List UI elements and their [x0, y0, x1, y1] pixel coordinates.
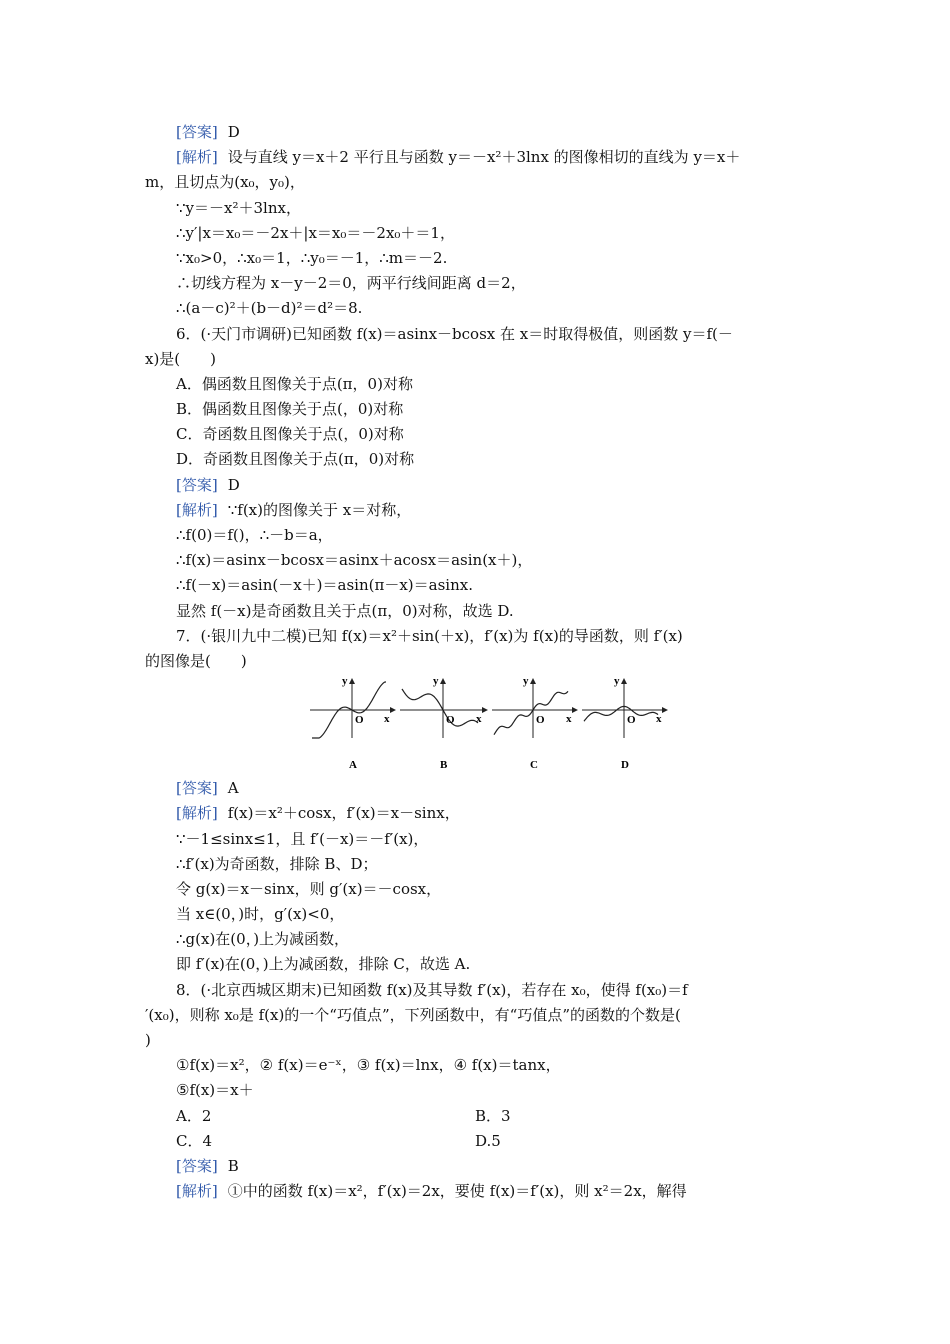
line-text: D．奇函数且图像关于点(π，0)对称 [176, 450, 415, 469]
text-line [145, 397, 810, 422]
y-axis-arrow-icon [621, 678, 627, 684]
graph-option-label: D [621, 759, 629, 772]
x-axis-arrow-icon [390, 707, 396, 713]
line-text: ∴f(x)＝asinx－bcosx＝asinx＋acosx＝asin(x＋)， [176, 551, 533, 570]
section-tag: [答案] [176, 123, 218, 141]
origin-label: O [627, 714, 636, 727]
line-text: ) [145, 1031, 151, 1049]
text-line [145, 599, 810, 624]
line-text: B．偶函数且图像关于点(，0)对称 [176, 400, 404, 419]
text-line [145, 170, 810, 195]
y-axis-arrow-icon [349, 678, 355, 684]
options-row-2 [145, 1129, 810, 1154]
section-tag: [解析] [176, 804, 218, 823]
line-text: 即 f′(x)在(0，)上为减函数，排除 C，故选 A. [176, 955, 471, 974]
line-text: ′(x₀)，则称 x₀是 f(x)的一个“巧值点”，下列函数中，有“巧值点”的函数的个数是( [145, 1005, 681, 1024]
line-text: 的图像是( ) [145, 651, 247, 670]
line-text: D [227, 475, 240, 494]
text-line [145, 422, 810, 447]
line-text: ①f(x)＝x²，② f(x)＝e⁻ˣ，③ f(x)＝lnx，④ f(x)＝tanx， [176, 1056, 561, 1075]
origin-label: O [355, 714, 364, 727]
line-text: 令 g(x)＝x－sinx，则 g′(x)＝－cosx， [176, 879, 442, 898]
text-line [145, 1003, 810, 1028]
graph-curve [494, 691, 568, 734]
text-line [145, 573, 810, 598]
text-line [145, 1053, 810, 1078]
line-text: ∴f′(x)为奇函数，排除 B、D； [176, 854, 378, 873]
text-line [145, 221, 810, 246]
line-text: ∵－1≤sinx≤1，且 f′(－x)＝－f′(x)， [176, 829, 429, 848]
text-line [145, 347, 810, 372]
section-tag: [答案] [176, 1156, 218, 1175]
x-axis-arrow-icon [572, 707, 578, 713]
line-text: ∵y＝－x²＋3lnx， [176, 198, 301, 217]
origin-label: O [536, 714, 545, 727]
line-text: 当 x∈(0，)时，g′(x)<0， [176, 905, 345, 924]
graph-option-label: A [349, 759, 357, 772]
text-line [145, 649, 810, 674]
option-b: B．3 [475, 1106, 511, 1125]
text-line [145, 372, 810, 397]
axis-label-y: y [614, 676, 620, 688]
line-text: ∴g(x)在(0，)上为减函数， [176, 930, 350, 949]
text-line [145, 1078, 810, 1103]
text-line [145, 624, 810, 649]
line-text: 7．(·银川九中二模)已知 f(x)＝x²＋sin(＋x)，f′(x)为 f(x)的导函数，则 f′(x) [176, 626, 683, 645]
section-tag: [解析] [176, 1182, 218, 1201]
text-line [145, 548, 810, 573]
line-text: 显然 f(－x)是奇函数且关于点(π，0)对称，故选 D. [176, 601, 514, 620]
line-text: 设与直线 y＝x＋2 平行且与函数 y＝－x²＋3lnx 的图像相切的直线为 y＝x＋ [227, 148, 741, 167]
line-text: ∵f(x)的图像关于 x＝对称， [227, 500, 412, 519]
line-text: 6．(·天门市调研)已知函数 f(x)＝asinx－bcosx 在 x＝时取得极值，则函数 y＝f(－ [176, 324, 733, 343]
line-text: 8．(·北京西城区期末)已知函数 f(x)及其导数 f′(x)，若存在 x₀，使得 f(x₀)＝f [176, 980, 688, 999]
graph-curve [402, 689, 478, 726]
graph-option-label: B [440, 759, 448, 772]
text-line [145, 196, 810, 221]
text-line [145, 877, 810, 902]
graph-curve [584, 707, 658, 722]
option-d: D.5 [475, 1131, 501, 1150]
line-text: D [227, 123, 240, 141]
option-a: A．2 [176, 1106, 212, 1125]
axis-label-x: x [384, 713, 390, 726]
text-line [145, 498, 810, 523]
text-line [145, 852, 810, 877]
y-axis-arrow-icon [440, 678, 446, 684]
line-text: B [227, 1156, 239, 1175]
text-line [145, 120, 810, 145]
section-tag: [答案] [176, 779, 218, 798]
text-line [145, 1028, 810, 1053]
section-tag: [解析] [176, 148, 218, 167]
text-line [145, 776, 810, 801]
text-line [145, 447, 810, 472]
section-tag: [答案] [176, 475, 218, 494]
x-axis-arrow-icon [482, 707, 488, 713]
axis-label-x: x [656, 713, 662, 726]
figure-options-graphs [145, 674, 810, 776]
line-text: A [227, 779, 239, 798]
text-line [145, 827, 810, 852]
document-page [145, 120, 810, 1204]
line-text: ∴切线方程为 x－y－2＝0，两平行线间距离 d＝2， [176, 274, 526, 293]
text-line [145, 952, 810, 977]
text-line [145, 927, 810, 952]
axis-label-y: y [433, 676, 439, 688]
line-text: ∴f(0)＝f()，∴－b＝a， [176, 526, 333, 544]
text-line [145, 246, 810, 271]
text-line [145, 801, 810, 826]
line-text: ∴f(－x)＝asin(－x＋)＝asin(π－x)＝asinx. [176, 576, 473, 595]
text-line [145, 145, 810, 170]
line-text: A．偶函数且图像关于点(π，0)对称 [176, 374, 413, 393]
line-text: ∴y′|x＝x₀＝－2x＋|x＝x₀＝－2x₀＋＝1， [176, 223, 455, 242]
axis-label-x: x [566, 713, 572, 726]
text-line [145, 322, 810, 347]
line-text: ∵x₀>0，∴x₀＝1，∴y₀＝－1，∴m＝－2. [176, 248, 448, 267]
x-axis-arrow-icon [662, 707, 668, 713]
text-line [145, 296, 810, 321]
line-text: m，且切点为(x₀，y₀)， [145, 173, 305, 192]
text-line [145, 1179, 810, 1204]
y-axis-arrow-icon [530, 678, 536, 684]
line-text: f(x)＝x²＋cosx，f′(x)＝x－sinx， [227, 804, 460, 823]
axis-label-y: y [523, 676, 529, 688]
text-line [145, 902, 810, 927]
text-line [145, 523, 810, 548]
text-line [145, 1154, 810, 1179]
options-row-1 [145, 1104, 810, 1129]
origin-label: O [446, 714, 455, 727]
text-line [145, 473, 810, 498]
section-tag: [解析] [176, 500, 218, 519]
line-text: x)是( ) [145, 349, 217, 368]
axis-label-y: y [342, 676, 348, 688]
line-text: ∴(a－c)²＋(b－d)²＝d²＝8. [176, 299, 363, 318]
line-text: ①中的函数 f(x)＝x²，f′(x)＝2x，要使 f(x)＝f′(x)，则 x²＝2x，解得 [227, 1182, 687, 1201]
option-c: C．4 [176, 1131, 213, 1150]
line-text: ⑤f(x)＝x＋ [176, 1081, 254, 1100]
graph-option-label: C [530, 759, 538, 772]
text-line [145, 271, 810, 296]
axis-label-x: x [476, 713, 482, 726]
line-text: C．奇函数且图像关于点(，0)对称 [176, 425, 404, 444]
function-graphs-figure [308, 676, 668, 774]
text-line [145, 978, 810, 1003]
